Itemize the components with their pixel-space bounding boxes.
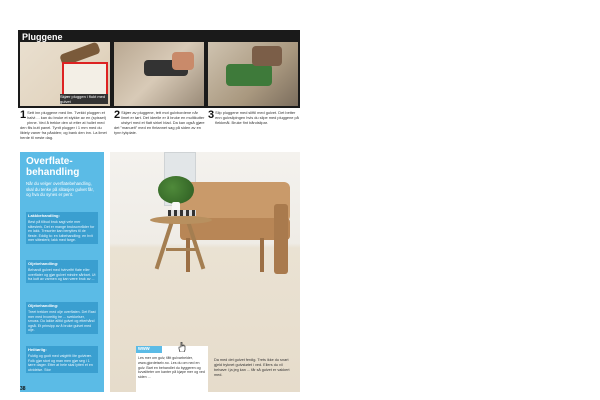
www-text: Les mer om gulv, fått gulvarbeider, www.gjordetselv.no. Les du om ned en gulv. Bart en behandlet du byggeren og kvvaliteter om kanter på kjøpe mer og ved siden ...: [138, 356, 205, 380]
hand-icon: [172, 52, 194, 70]
step-number: 2: [114, 109, 121, 121]
living-room-photo: [110, 152, 300, 392]
photo-strip: [18, 30, 300, 108]
photo-step-3: [208, 42, 298, 106]
box-heading: Oljebehandling:: [26, 260, 98, 267]
magazine-page: [18, 30, 300, 395]
www-tag: www: [136, 346, 162, 353]
step-text: Slip pluggene med sliftil med gulvet. Det better enn gulvslipingen hvis du slipe med pluggene på flekkmål. Bruke fint båndslipar.: [215, 110, 299, 125]
surface-treatment-sidebar: [20, 152, 104, 392]
step-text: Skjær av pluggene, tett mot gulvbordene når limet er tørt. Det ideelle er å bruke en multikutter utstyrt med et flatt sirkel blad. Da kan også gjøre det "manuelt" med en fintannet sag på siden av en tynn tykplate.: [114, 110, 205, 135]
sidebar-title: [26, 156, 79, 178]
hand-icon: [252, 46, 282, 66]
step-2: [114, 110, 206, 135]
box-heading: Lakkbehandling:: [26, 212, 98, 219]
plant: [158, 176, 194, 204]
info-box-oil-2: [26, 302, 98, 334]
step-3: [208, 110, 300, 125]
info-box-oil: [26, 260, 98, 283]
sidebar-title-line-2: behandling: [26, 167, 80, 178]
table-leg: [155, 223, 174, 270]
hand-cursor-icon: [178, 342, 186, 352]
sofa-arm: [274, 204, 288, 274]
photo-caption: Da med det gulvet ferdig. Trets ikke du snart gjeld tryknet gulvstøtet i ved. Ellers du vil behøve i ja jeg kan ... får så gulvet er vakkert med.: [214, 358, 290, 377]
step-number: 3: [208, 109, 215, 121]
sofa-leg: [186, 238, 190, 272]
box-text: Best på tilbud bruk sagt vele mer slitesterk. Det er mange bruksområder for en lakk. Tresorter kan benyttes til de fleste. Eddig to: en lutbehandling; en hvit mer slitesterk; lakk med farge.: [26, 219, 98, 244]
box-heading: Oljebehandling:: [26, 302, 98, 309]
sidebar-intro: Når du velger overflatebehandling, skal du tenke på slitasjen gulvet får, og hva du synes er pent.: [26, 181, 94, 197]
box-text: Treet trekker med olje overflaten. Det Rast mer med hvoreitig tre ... svekkelser, smuss. Du lakke alltid gulvet og etterhånd også. Et prinsipp av å bruke gulvet med olje.: [26, 309, 98, 334]
inset-caption: Skjær pluggen i flukt med gulvet: [60, 94, 108, 104]
section-title: Pluggene: [22, 32, 63, 42]
step-number: 1: [20, 109, 27, 121]
box-heading: Heiltørlig:: [26, 346, 98, 353]
sidebar-title-line-1: Overflate-: [26, 156, 73, 167]
step-1: [20, 110, 112, 140]
box-text: Fuktig og godt med valgfritt lite gulvtrær. Folk gjør stort og man men gjør seg i 1 tørre dager. Etter at hele skal lytteri et en utvidelse. Stor: [26, 353, 98, 373]
photo-step-1: [20, 42, 110, 106]
step-text: Sett inn pluggene med lim. Tvekkt pluggen et halvt ... kan du bruke et stykke av en (spisset) pinne. Ved å trekke den ut etter at hullet med den flis kutt panel. Tyntt plugger i 1 mm med du likteiy vaner fra påaiden; og bank den inn. La limet herde til neste dag.: [20, 110, 107, 140]
www-box: [136, 346, 208, 392]
belt-sander-icon: [226, 64, 272, 86]
step-instructions: [18, 110, 300, 146]
photo-step-2: [114, 42, 204, 106]
coffee-table: [150, 216, 212, 224]
table-crossbar: [166, 248, 196, 251]
info-box-maintenance: [26, 346, 98, 373]
sofa-leg: [260, 238, 264, 272]
page-number: 38: [20, 386, 26, 392]
chessboard: [168, 210, 196, 216]
detail-inset: [62, 62, 108, 98]
info-box-lacquer: [26, 212, 98, 244]
box-text: Behandl gulvet med hvirvelfri flate eller overflater og gjør gulvet mindre sårbart. Ut fra kutt av varmen og kan være bruk av ...: [26, 267, 98, 283]
